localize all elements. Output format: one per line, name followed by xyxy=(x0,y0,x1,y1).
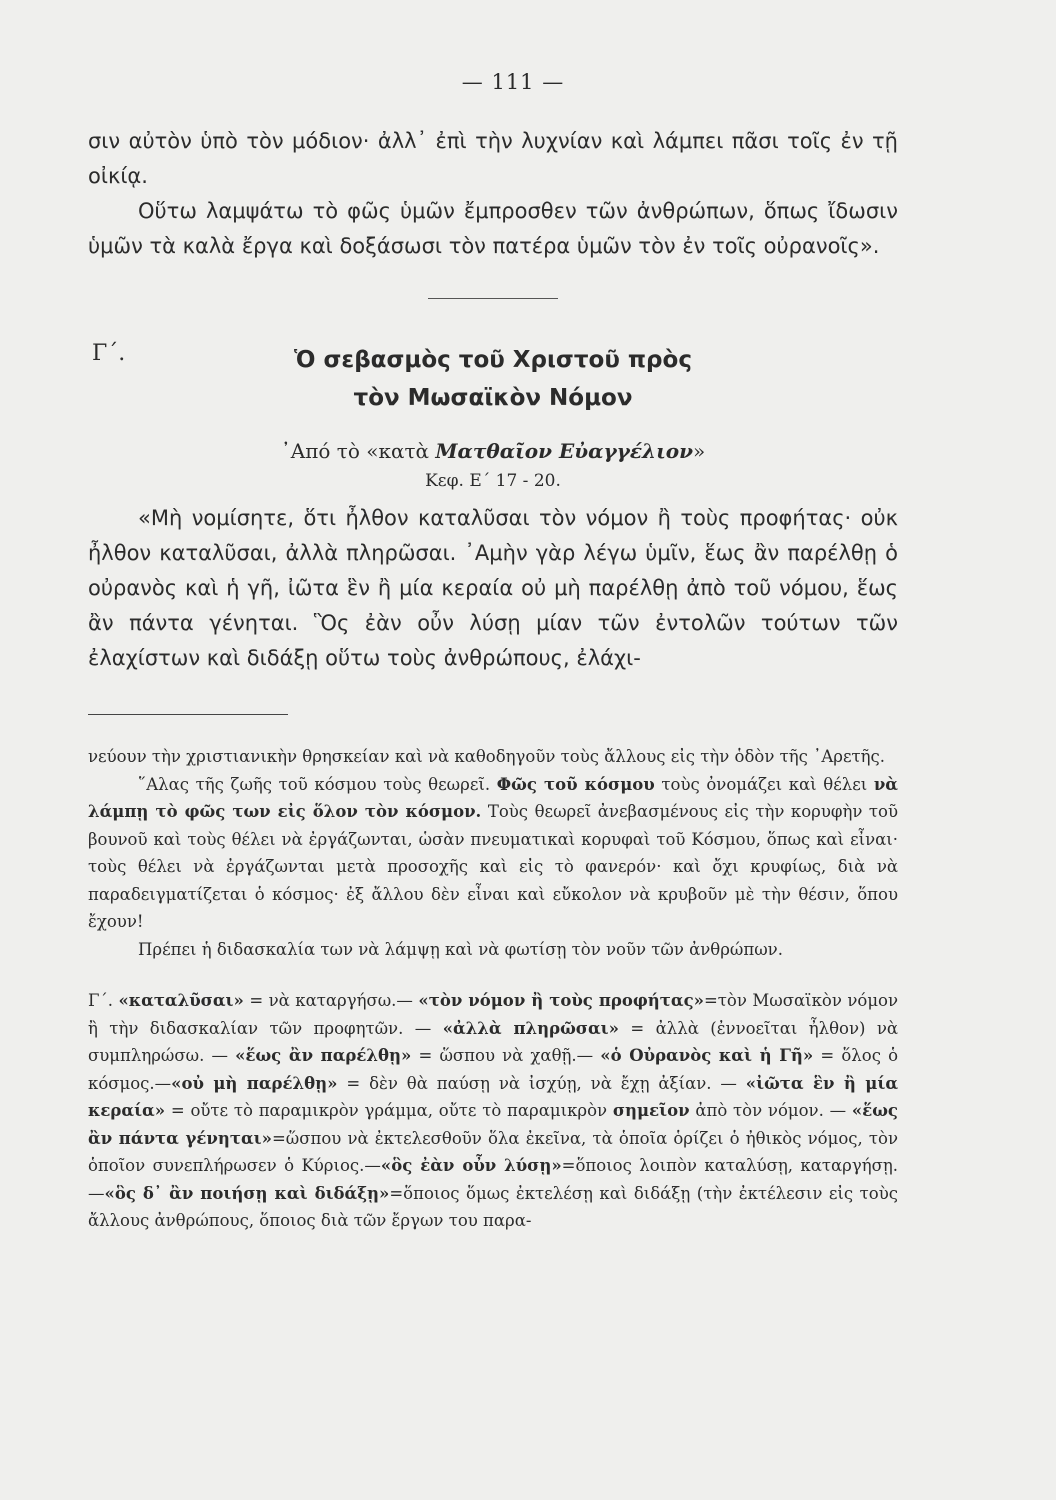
note-2-e: Τοὺς θεωρεῖ ἀνεβασμένους εἰς τὴν κορυφὴν τοῦ βουνοῦ καὶ τοὺς θέλει νὰ ἐργάζωνται, ὡσὰν πνευματικαὶ κορυφαὶ τοῦ Κόσμου, ὅπως καὶ εἶναι· τοὺς θέλει νὰ ἐργάζωνται μετὰ προσοχῆς καὶ εἰς τὸ φανερόν· καὶ ὄχι κρυφίως, διὰ νὰ παραδειγματίζεται ὁ κόσμος· ἐξ ἄλλου δὲν εἶναι καὶ εὔκολον νὰ κρυβοῦν μὲ τὴν θέσιν, ὅπου ἔχουν! xyxy=(88,802,898,931)
source-line xyxy=(88,435,898,467)
note-2-b: Φῶς τοῦ κόσμου xyxy=(496,774,655,794)
glossary-def-7: = οὔτε τὸ παραμικρὸν γράμμα, οὔτε τὸ παραμικρὸν xyxy=(170,1101,608,1120)
glossary-def-9: =ὥσπου νὰ ἐκτελεσθοῦν ὅλα ἐκεῖνα, τὰ ὁποῖα ὁρίζει ὁ ἠθικὸς νόμος, τὸν ὁποῖον συνεπλήρωσεν ὁ Κύριος.— xyxy=(88,1128,898,1175)
glossary-term-8: σημεῖον xyxy=(612,1101,690,1120)
note-2-c: τοὺς ὀνομάζει καὶ θέλει xyxy=(661,774,868,794)
glossary-def-8: ἀπὸ τὸν νόμον. — xyxy=(695,1101,847,1120)
glossary-term-4: «ἕως ἂν παρέλθῃ» xyxy=(235,1046,412,1065)
section-divider xyxy=(428,298,558,299)
document-page xyxy=(88,70,898,1235)
glossary-term-7: «ἰῶτα ἓν ἢ μία κεραία» xyxy=(88,1073,899,1120)
glossary-term-9: «ἕως ἂν πάντα γένηται» xyxy=(88,1101,898,1148)
note-paragraph-1: νεύουν τὴν χριστιανικὴν θρησκείαν καὶ νὰ καθοδηγοῦν τοὺς ἄλλους εἰς τὴν ὁδὸν τῆς ᾽Αρετῆς. xyxy=(88,747,886,766)
glossary-def-1: = νὰ καταργήσω.— xyxy=(249,991,413,1010)
note-2-d: νὰ λάμπῃ τὸ φῶς των εἰς ὅλον τὸν κόσμον. xyxy=(88,774,899,821)
footnote-rule xyxy=(88,714,288,715)
glossary-def-3: = ἀλλὰ (ἐννοεῖται ἦλθον) νὰ συμπληρώσω. — xyxy=(88,1018,899,1065)
glossary-def-4: = ὥσπου νὰ χαθῇ.— xyxy=(418,1046,594,1065)
note-paragraph-2 xyxy=(88,771,898,936)
continuation-paragraph xyxy=(88,194,898,264)
glossary-def-6: = δὲν θὰ παύσῃ νὰ ἰσχύῃ, νὰ ἔχῃ ἀξίαν. — xyxy=(346,1073,737,1093)
glossary-term-5: «ὁ Οὐρανὸς καὶ ἡ Γῆ» xyxy=(600,1046,814,1065)
section-title-line-1: Ὁ σεβασμὸς τοῦ Χριστοῦ πρὸς xyxy=(294,347,692,373)
page-number: — 111 — xyxy=(461,70,565,94)
glossary-def-10: =ὅποιος λοιπὸν καταλύσῃ, καταργήσῃ.— xyxy=(88,1156,898,1203)
glossary-def-11: =ὅποιος ὅμως ἐκτελέσῃ καὶ διδάξῃ (τὴν ἐκτέλεσιν εἰς τοὺς ἄλλους ἀνθρώπους, ὅποιος διὰ τῶν ἔργων του παρα- xyxy=(88,1183,898,1230)
notes-gap xyxy=(88,963,898,987)
section-title-line-2: τὸν Μωσαϊκὸν Νόμον xyxy=(353,385,633,411)
section-header xyxy=(88,341,898,417)
source-prefix: ᾽Από τὸ «κατὰ xyxy=(280,439,430,463)
glossary-term-6: «οὐ μὴ παρέλθῃ» xyxy=(171,1073,338,1093)
glossary-term-1: «καταλῦσαι» xyxy=(118,991,244,1010)
note-paragraph-3: Πρέπει ἡ διδασκαλία των νὰ λάμψῃ καὶ νὰ φωτίσῃ τὸν νοῦν τῶν ἀνθρώπων. xyxy=(138,939,783,959)
glossary-term-3: «ἀλλὰ πληρῶσαι» xyxy=(442,1018,619,1038)
glossary-term-10: «ὃς ἐὰν οὖν λύσῃ» xyxy=(380,1156,562,1175)
note-2-a: ῞Αλας τῆς ζωῆς τοῦ κόσμου τοὺς θεωρεῖ. xyxy=(138,774,491,794)
glossary-term-11: «ὃς δ᾽ ἂν ποιήσῃ καὶ διδάξῃ» xyxy=(104,1183,390,1203)
source-book: Ματθαῖον Εὐαγγέλιον xyxy=(435,439,693,463)
glossary-def-2: =τὸν Μωσαϊκὸν νόμον ἢ τὴν διδασκαλίαν τῶν προφητῶν. — xyxy=(88,991,899,1038)
source-suffix: » xyxy=(692,439,706,463)
continuation-text xyxy=(88,124,898,194)
continuation-line-1: σιν αὐτὸν ὑπὸ τὸν μόδιον· ἀλλ᾽ ἐπὶ τὴν λυχνίαν καὶ λάμπει πᾶσι τοῖς ἐν τῇ οἰκίᾳ. xyxy=(88,129,898,188)
continuation-line-2: Οὕτω λαμψάτω τὸ φῶς ὑμῶν ἔμπροσθεν τῶν ἀνθρώπων, ὅπως ἴδωσιν ὑμῶν τὰ καλὰ ἔργα καὶ δοξάσωσι τὸν πατέρα ὑμῶν τὸν ἐν τοῖς οὐρανοῖς». xyxy=(88,199,898,258)
glossary-def-5: = ὅλος ὁ κόσμος.— xyxy=(88,1046,899,1093)
scripture-paragraph: «Μὴ νομίσητε, ὅτι ἦλθον καταλῦσαι τὸν νόμον ἢ τοὺς προφήτας· οὐκ ἦλθον καταλῦσαι, ἀλλὰ πληρῶσαι. ᾽Αμὴν γὰρ λέγω ὑμῖν, ἕως ἂν παρέλθῃ ὁ οὐρανὸς καὶ ἡ γῆ, ἰῶτα ἓν ἢ μία κεραία οὐ μὴ παρέλθῃ ἀπὸ τοῦ νόμου, ἕως ἂν πάντα γένηται. Ὃς ἐὰν οὖν λύσῃ μίαν τῶν ἐντολῶν τούτων τῶν ἐλαχίστων καὶ διδάξῃ οὕτω τοὺς ἀνθρώπους, ἐλάχι- xyxy=(88,506,898,670)
glossary-paragraph xyxy=(88,987,898,1235)
glossary-label: Γ΄. xyxy=(88,991,113,1010)
section-letter: Γ΄. xyxy=(92,341,126,366)
glossary-term-2: «τὸν νόμον ἢ τοὺς προφήτας» xyxy=(418,991,704,1010)
chapter-reference: Κεφ. Ε΄ 17 - 20. xyxy=(425,471,561,491)
